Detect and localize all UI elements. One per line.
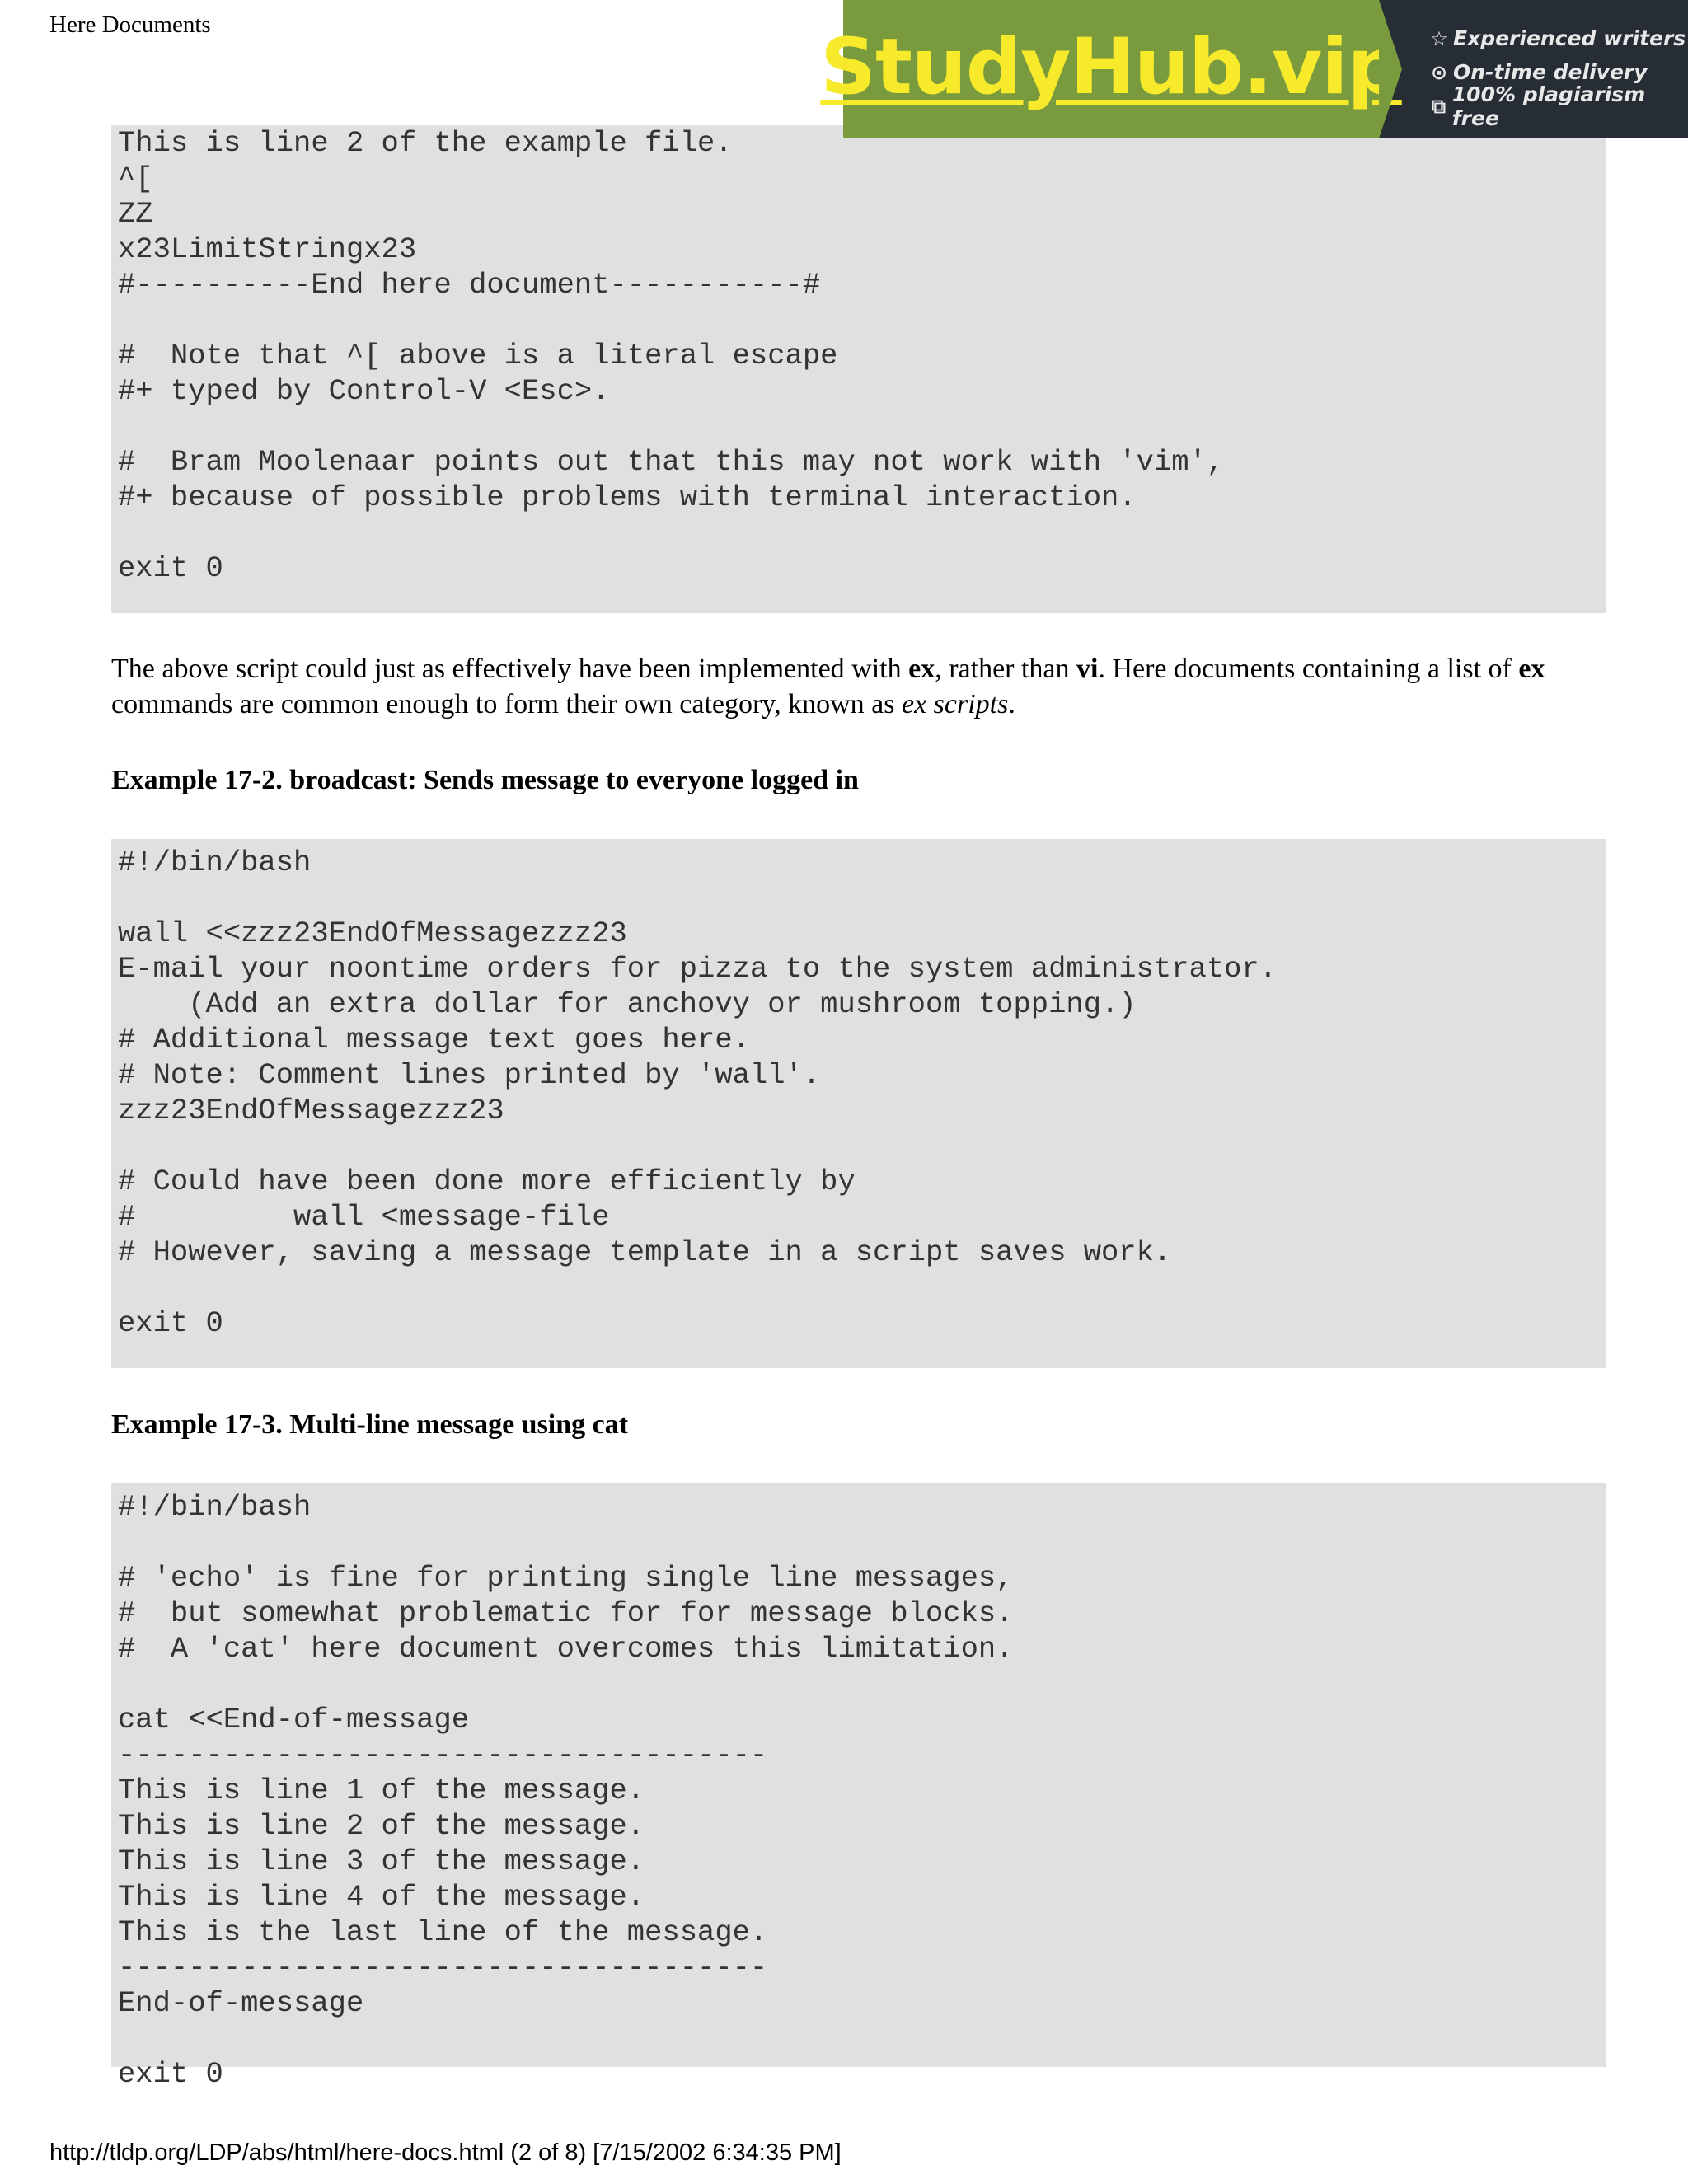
brand-logo: StudyHub.vip <box>820 21 1402 112</box>
feature-plagiarism-free <box>1428 82 1688 130</box>
paragraph-italic-ex-scripts: ex scripts <box>902 689 1009 719</box>
paragraph-text: . <box>1008 689 1015 719</box>
banner-features <box>1379 0 1688 138</box>
paragraph-bold-vi: vi <box>1076 654 1099 684</box>
paragraph-bold-ex: ex <box>908 654 935 684</box>
code-block-example-2 <box>111 839 1606 1368</box>
paragraph-text: . Here documents containing a list of <box>1098 654 1519 684</box>
studyhub-banner[interactable] <box>820 0 1688 138</box>
paragraph-text: The above script could just as effectively have been implemented with <box>111 654 909 684</box>
example-17-2-title: Example 17-2. broadcast: Sends message to everyone logged in <box>111 765 859 795</box>
body-paragraph <box>111 651 1606 722</box>
copy-icon: ⧉ <box>1431 94 1446 118</box>
paragraph-text: commands are common enough to form their own category, known as <box>111 689 902 719</box>
star-icon: ☆ <box>1430 26 1448 50</box>
feature-experienced-writers <box>1428 21 1688 55</box>
page-header-title: Here Documents <box>49 12 211 38</box>
example-17-3-title: Example 17-3. Multi-line message using cat <box>111 1409 629 1440</box>
page-footer-url: http://tldp.org/LDP/abs/html/here-docs.html (2 of 8) [7/15/2002 6:34:35 PM] <box>49 2139 842 2166</box>
code-block-example-3 <box>111 1483 1606 2091</box>
code-text: #!/bin/bash wall <<zzz23EndOfMessagezzz23 E-mail your noontime orders for pizza to the system administrator. (Add an extra dollar for anchovy or mushroom topping.) # Additional message text goes here. # Note: Comment lines printed by 'wall'. zzz23EndOfMessagezzz23 # Could have been done more efficiently by # wall <message-file # However, saving a message template in a script saves work. exit 0 <box>118 846 1278 1340</box>
code-block-example-1 <box>111 125 1606 613</box>
clock-icon: ⊙ <box>1430 60 1448 84</box>
paragraph-bold-ex: ex <box>1518 654 1545 684</box>
code-text: #!/bin/bash # 'echo' is fine for printing single line messages, # but somewhat problematic for for message blocks. # A 'cat' here document overcomes this limitation. cat <<End-of-message ------------------------------------- This is line 1 of the message. This is line 2 of the message. This is line 3 of the message. This is line 4 of the message. This is the last line of the message. ------------------------------------- End-of-message exit 0 <box>118 1490 1014 2091</box>
paragraph-text: , rather than <box>935 654 1077 684</box>
banner-brand-area <box>820 0 1402 138</box>
feature-label: Experienced writers <box>1453 26 1686 50</box>
feature-label: 100% plagiarism free <box>1451 82 1646 130</box>
code-text: This is line 2 of the example file. ^[ ZZ x23LimitStringx23 #----------End here document-----------# # Note that ^[ above is a literal escape #+ typed by Control-V <Esc>. # Bram Moolenaar points out that this may not work with 'vim', #+ because of possible problems with terminal interaction. exit 0 <box>118 126 1225 585</box>
feature-label: On-time delivery <box>1453 60 1648 84</box>
